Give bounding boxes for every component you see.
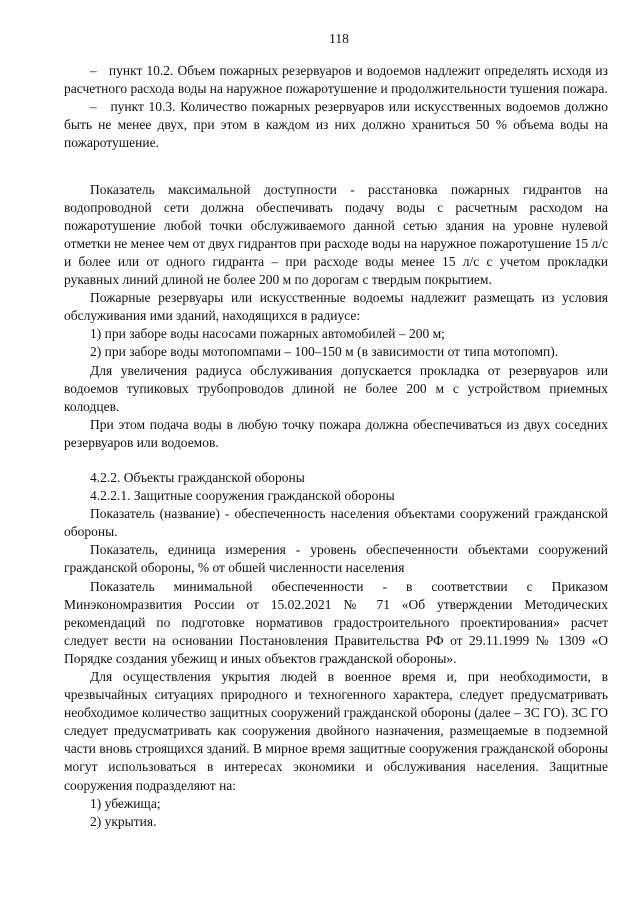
paragraph-spacer — [64, 153, 608, 181]
paragraph: Показатель, единица измерения - уровень обеспеченности объектами сооружений гражданской обороны, % от обшей численности населения — [64, 542, 608, 576]
paragraph: Показатель минимальной обеспеченности - в соответствии с Приказом Минэкономразвития России от 15.02.2021 № 71 «Об утверждении Методических рекомендаций по подготовке нормативов градостроительного проектирования» расчет следует вести на основании Постановления Правительства РФ от 29.11.1999 № 1309 «О Порядке создания убежищ и иных объектов гражданской обороны». — [64, 578, 608, 666]
subsection-heading: 4.2.2.1. Защитные сооружения гражданской обороны — [90, 488, 395, 504]
paragraph: Для осуществления укрытия людей в военное время и, при необходимости, в чрезвычайных ситуациях природного и техногенного характера, следует предусматривать необходимое количество защитных сооружений гражданской обороны (далее – ЗС ГО). ЗС ГО следует предусматривать как сооружения двойного назначения, размещаемые в подземной части вновь строящихся зданий. В мирное время защитные сооружения гражданской обороны могут использоваться в интересах экономики и обслуживания населения. Защитные сооружения подразделяют на: — [64, 669, 609, 793]
list-item: 1) при заборе воды насосами пожарных автомобилей – 200 м; — [90, 326, 445, 342]
paragraph: – пункт 10.2. Объем пожарных резервуаров и водоемов надлежит определять исходя из расчетного расхода воды на наружное пожаротушение и продолжительности тушения пожара. — [64, 63, 608, 97]
paragraph-spacer — [64, 452, 608, 469]
paragraph: Показатель (название) - обеспеченность населения объектами сооружений гражданской обороны. — [64, 506, 608, 540]
list-item: 2) укрытия. — [90, 813, 157, 829]
list-item: 1) убежища; — [90, 795, 161, 811]
paragraph: – пункт 10.3. Количество пожарных резервуаров или искусственных водоемов должно быть не менее двух, при этом в каждом из них должно храниться 50 % объема воды на пожаротушение. — [64, 99, 608, 151]
list-item: 2) при заборе воды мотопомпами – 100–150 м (в зависимости от типа мотопомп). — [90, 344, 559, 360]
paragraph: Пожарные резервуары или искусственные водоемы надлежит размещать из условия обслуживания ими зданий, находящихся в радиусе: — [64, 290, 608, 324]
paragraph: При этом подача воды в любую точку пожара должна обеспечиваться из двух соседних резервуаров или водоемов. — [64, 416, 608, 450]
paragraph: Показатель максимальной доступности - расстановка пожарных гидрантов на водопроводной сети должна обеспечивать подачу воды с расчетным расходом на пожаротушение любой точки обслуживаемого данной сетью здания на уровне нулевой отметки не менее чем от двух гидрантов при расходе воды на наружное пожаротушение 15 л/с и более или от одного гидранта – при расходе воды менее 15 л/с с учетом прокладки рукавных линий длиной не более 200 м по дорогам с твердым покрытием. — [64, 181, 608, 288]
page-number: 118 — [329, 31, 349, 46]
paragraph: Для увеличения радиуса обслуживания допускается прокладка от резервуаров или водоемов тупиковых трубопроводов длиной не более 200 м с устройством приемных колодцев. — [64, 362, 608, 414]
section-heading: 4.2.2. Объекты гражданской обороны — [90, 469, 305, 485]
